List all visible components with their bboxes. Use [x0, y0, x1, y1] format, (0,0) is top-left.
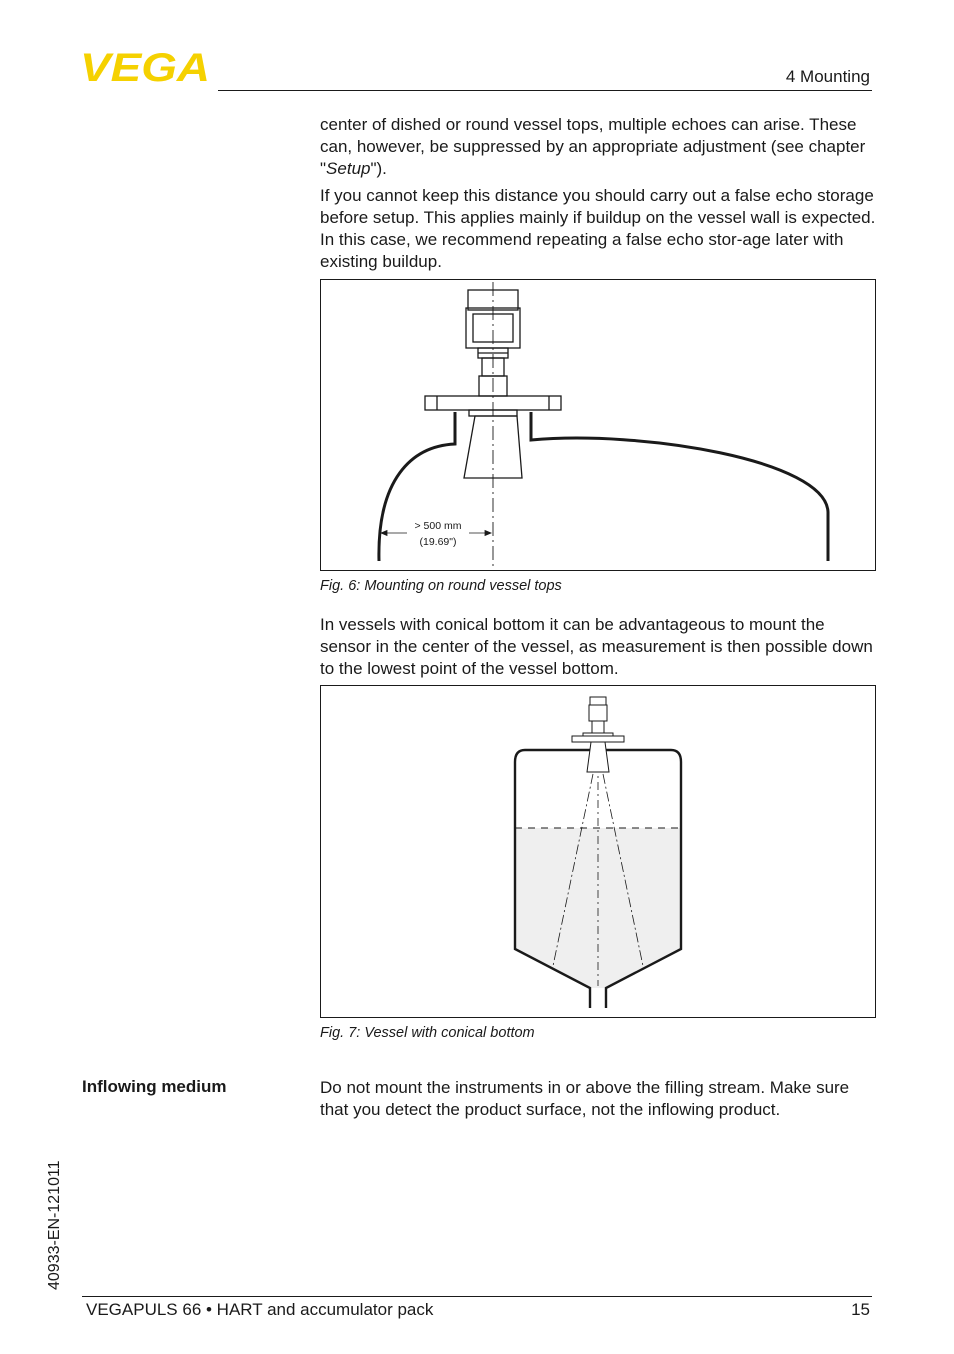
figure-round-vessel-top — [320, 279, 876, 571]
section-title: 4 Mounting — [785, 67, 870, 86]
round-vessel-drawing — [321, 280, 875, 570]
conical-vessel-drawing — [321, 686, 875, 1017]
figure-6-caption: Fig. 6: Mounting on round vessel tops — [320, 578, 562, 594]
vega-logo — [80, 50, 212, 84]
header-divider — [218, 90, 872, 91]
footer-divider — [82, 1296, 872, 1297]
footer-product-name: VEGAPULS 66 • HART and accumulator pack — [86, 1300, 434, 1319]
paragraph-inflowing-medium: Do not mount the instruments in or above the filling stream. Make sure that you detect the product surface, not the inflowing product. — [320, 1078, 850, 1119]
paragraph-multiple-echoes-end: "). — [370, 159, 387, 178]
paragraph-conical-bottom: In vessels with conical bottom it can be advantageous to mount the sensor in the center of the vessel, as measurement is then possible down to the lowest point of the vessel bottom. — [320, 615, 873, 678]
sidebar-heading-inflowing-medium: Inflowing medium — [82, 1077, 227, 1096]
dimension-mm: > 500 mm — [414, 520, 462, 532]
document-code: 40933-EN-121011 — [46, 1160, 63, 1290]
page-number: 15 — [851, 1300, 870, 1319]
paragraph-multiple-echoes-text: center of dished or round vessel tops, multiple echoes can arise. These can, however, be suppressed by an appropriate adjustment (see chapter " — [320, 115, 866, 178]
dimension-inch: (19.69") — [419, 536, 457, 548]
logo-text: VEGA — [80, 50, 210, 84]
figure-conical-vessel — [320, 685, 876, 1018]
setup-chapter-ref: Setup — [326, 159, 371, 178]
paragraph-false-echo: If you cannot keep this distance you should carry out a false echo storage before setup. This applies mainly if buildup on the vessel wall is expected. In this case, we recommend repeating a false echo stor-age later with existing buildup. — [320, 186, 876, 271]
figure-7-caption: Fig. 7: Vessel with conical bottom — [320, 1025, 535, 1041]
paragraph-multiple-echoes — [320, 114, 880, 180]
